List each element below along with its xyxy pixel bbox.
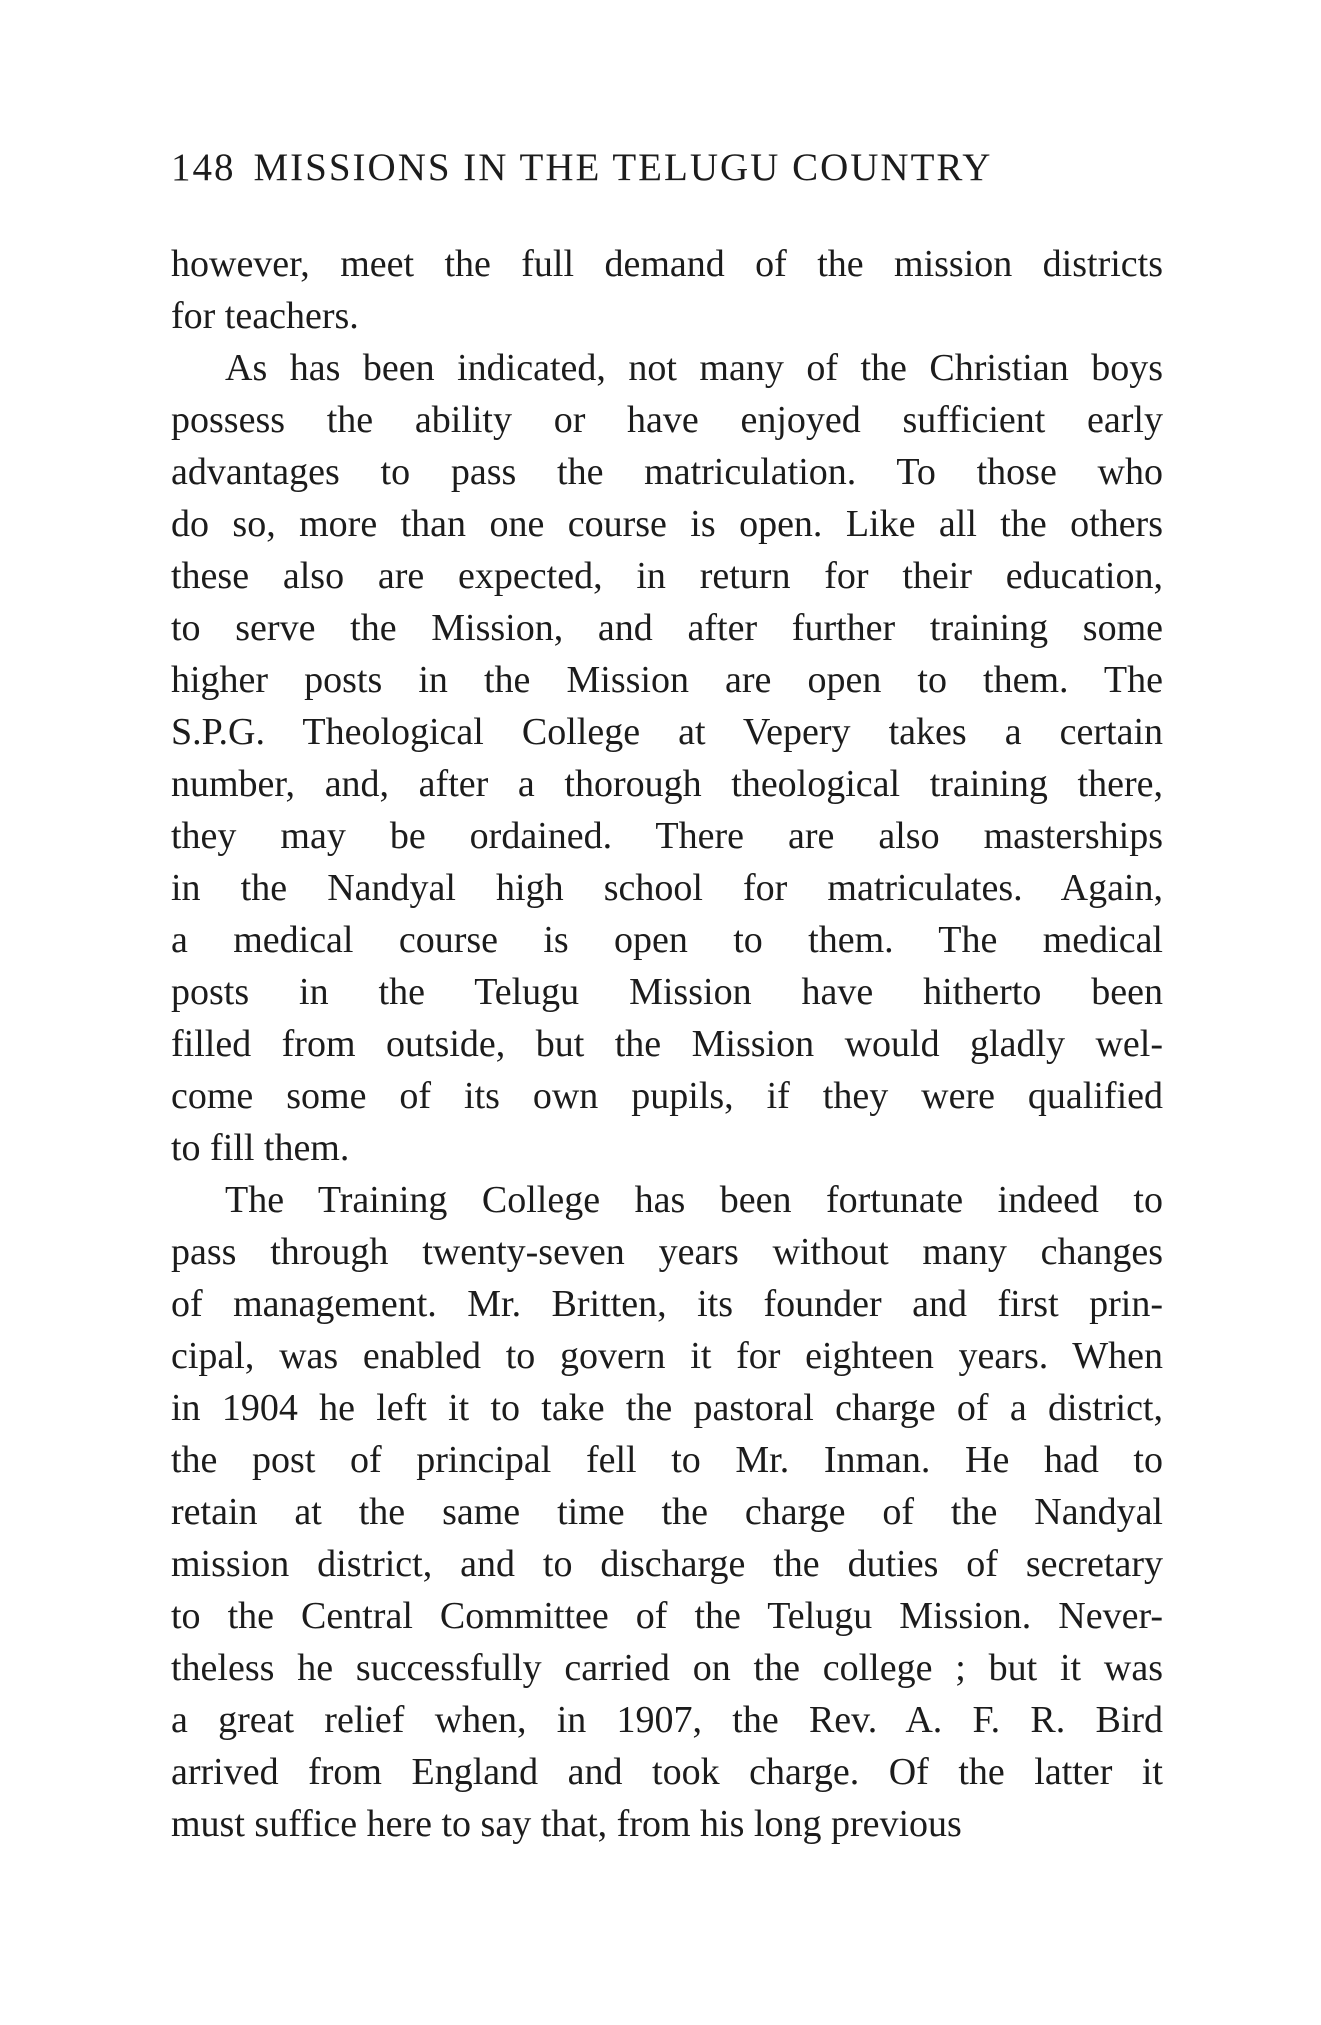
text-line: the post of principal fell to Mr. Inman. He had to xyxy=(171,1439,1163,1481)
text-line: of management. Mr. Britten, its founder and first prin- xyxy=(171,1283,1163,1325)
text-line: theless he successfully carried on the college ; but it was xyxy=(171,1647,1163,1689)
text-line: a great relief when, in 1907, the Rev. A. F. R. Bird xyxy=(171,1699,1163,1741)
running-head xyxy=(171,148,1161,187)
text-line: in 1904 he left it to take the pastoral charge of a district, xyxy=(171,1387,1163,1429)
text-line: mission district, and to discharge the duties of secretary xyxy=(171,1543,1163,1585)
body-text xyxy=(171,238,1163,1850)
paragraph xyxy=(171,342,1163,1174)
text-line: for teachers. xyxy=(171,295,359,337)
paragraph xyxy=(171,1174,1163,1850)
text-line: arrived from England and took charge. Of the latter it xyxy=(171,1751,1163,1793)
text-line: As has been indicated, not many of the Christian boys xyxy=(225,347,1163,389)
page-number: 148 xyxy=(171,146,236,189)
text-line: to serve the Mission, and after further training some xyxy=(171,607,1163,649)
text-line: cipal, was enabled to govern it for eighteen years. When xyxy=(171,1335,1163,1377)
text-line: pass through twenty-seven years without many changes xyxy=(171,1231,1163,1273)
text-line: possess the ability or have enjoyed sufficient early xyxy=(171,399,1163,441)
text-line: posts in the Telugu Mission have hitherto been xyxy=(171,971,1163,1013)
text-line: a medical course is open to them. The medical xyxy=(171,919,1163,961)
text-line: these also are expected, in return for their education, xyxy=(171,555,1163,597)
text-line: come some of its own pupils, if they were qualified xyxy=(171,1075,1163,1117)
text-line: retain at the same time the charge of the Nandyal xyxy=(171,1491,1163,1533)
text-line: to the Central Committee of the Telugu Mission. Never- xyxy=(171,1595,1163,1637)
text-line: however, meet the full demand of the mission districts xyxy=(171,243,1163,285)
text-line: advantages to pass the matriculation. To those who xyxy=(171,451,1163,493)
text-line: filled from outside, but the Mission would gladly wel- xyxy=(171,1023,1163,1065)
text-line: they may be ordained. There are also masterships xyxy=(171,815,1163,857)
running-title: MISSIONS IN THE TELUGU COUNTRY xyxy=(253,146,993,189)
text-line: do so, more than one course is open. Like all the others xyxy=(171,503,1163,545)
paragraph xyxy=(171,238,1163,342)
text-line: higher posts in the Mission are open to them. The xyxy=(171,659,1163,701)
text-line: number, and, after a thorough theological training there, xyxy=(171,763,1163,805)
text-line: must suffice here to say that, from his long previous xyxy=(171,1803,962,1845)
text-line: The Training College has been fortunate indeed to xyxy=(225,1179,1163,1221)
text-line: to fill them. xyxy=(171,1127,350,1169)
text-line: in the Nandyal high school for matriculates. Again, xyxy=(171,867,1163,909)
text-line: S.P.G. Theological College at Vepery takes a certain xyxy=(171,711,1163,753)
